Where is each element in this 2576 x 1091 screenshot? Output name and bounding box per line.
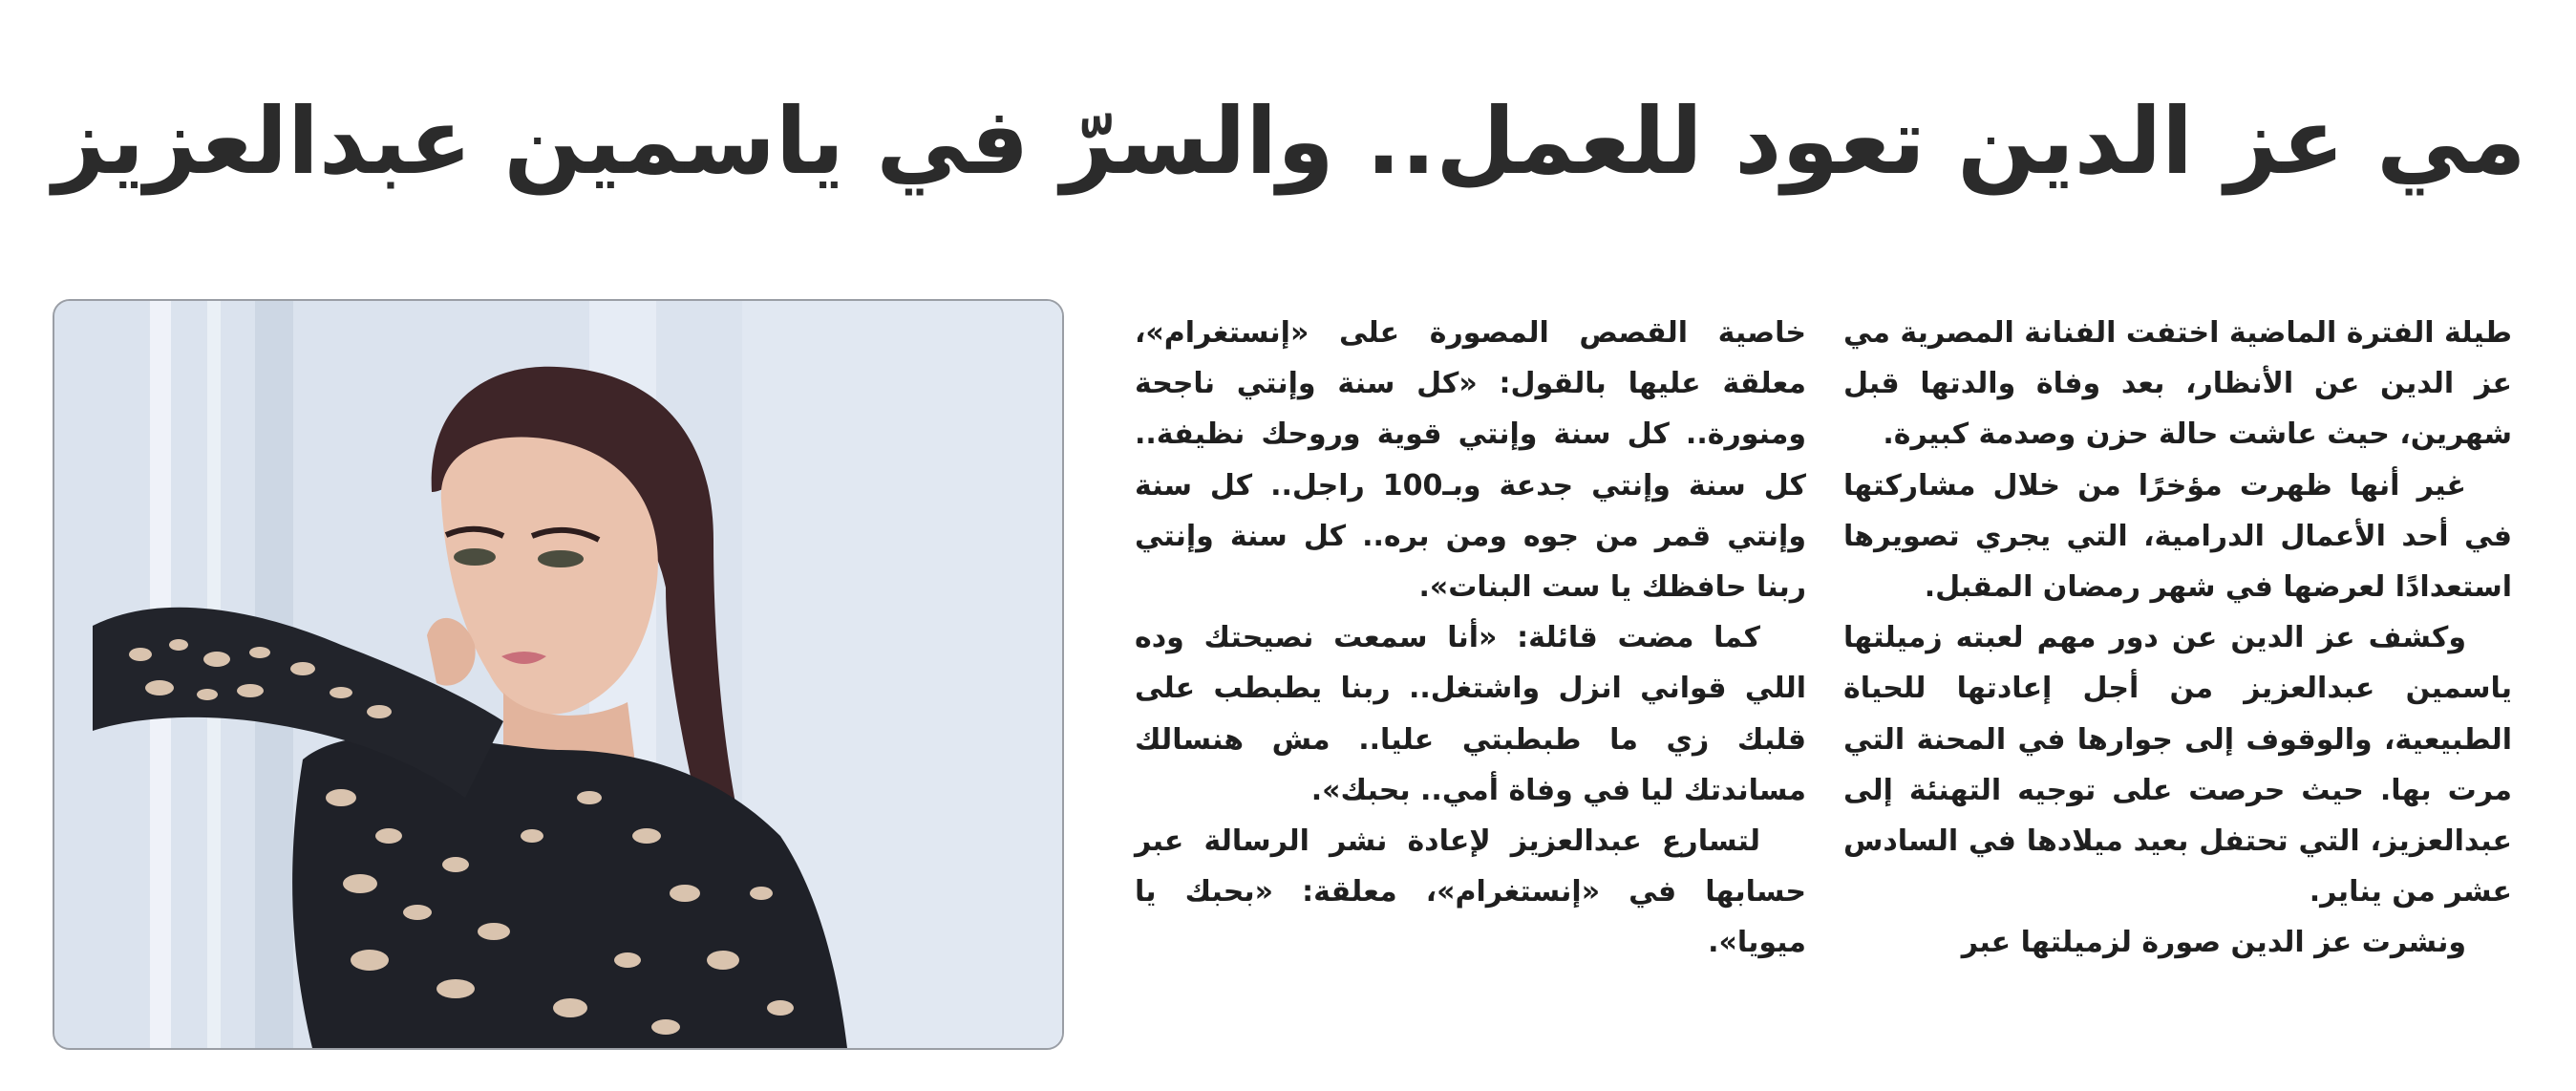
article-column-left bbox=[1135, 308, 1806, 1034]
article-column-right bbox=[1843, 308, 2512, 1034]
paragraph: لتسارع عبدالعزيز لإعادة نشر الرسالة عبر حسابها في «إنستغرام»، معلقة: «بحبك يا ميويا». bbox=[1135, 824, 1806, 960]
portrait-illustration bbox=[54, 301, 1062, 1048]
paragraph: خاصية القصص المصورة على «إنستغرام»، معلقة عليها بالقول: «كل سنة وإنتي ناجحة ومنورة.. كل سنة وإنتي قوية وروحك نظيفة.. كل سنة وإنتي جدعة وبـ100 راجل.. كل سنة وإنتي قمر من جوه ومن بره.. كل سنة وإنتي ربنا حافظك يا ست البنات». bbox=[1135, 316, 1806, 605]
paragraph: طيلة الفترة الماضية اختفت الفنانة المصرية مي عز الدين عن الأنظار، بعد وفاة والدتها قبل شهرين، حيث عاشت حالة حزن وصدمة كبيرة. bbox=[1843, 316, 2512, 452]
paragraph: وكشف عز الدين عن دور مهم لعبته زميلتها ياسمين عبدالعزيز من أجل إعادتها للحياة الطبيعية، والوقوف إلى جوارها في المحنة التي مرت بها. حيث حرصت على توجيه التهنئة إلى عبدالعزيز، التي تحتفل بعيد ميلادها في السادس عشر من يناير. bbox=[1843, 621, 2512, 909]
paragraph: غير أنها ظهرت مؤخرًا من خلال مشاركتها في أحد الأعمال الدرامية، التي يجري تصويرها استعدادًا لعرضها في شهر رمضان المقبل. bbox=[1843, 468, 2512, 605]
article-photo bbox=[53, 299, 1064, 1050]
paragraph: ونشرت عز الدين صورة لزميلتها عبر bbox=[1961, 926, 2466, 960]
article-headline: مي عز الدين تعود للعمل.. والسرّ في ياسمين عبدالعزيز bbox=[53, 88, 2526, 195]
paragraph: كما مضت قائلة: «أنا سمعت نصيحتك وده اللي قواني انزل واشتغل.. ربنا يطبطب على قلبك زي ما طبطبتي عليا.. مش هنسالك مساندتك ليا في وفاة أمي.. بحبك». bbox=[1135, 621, 1806, 807]
